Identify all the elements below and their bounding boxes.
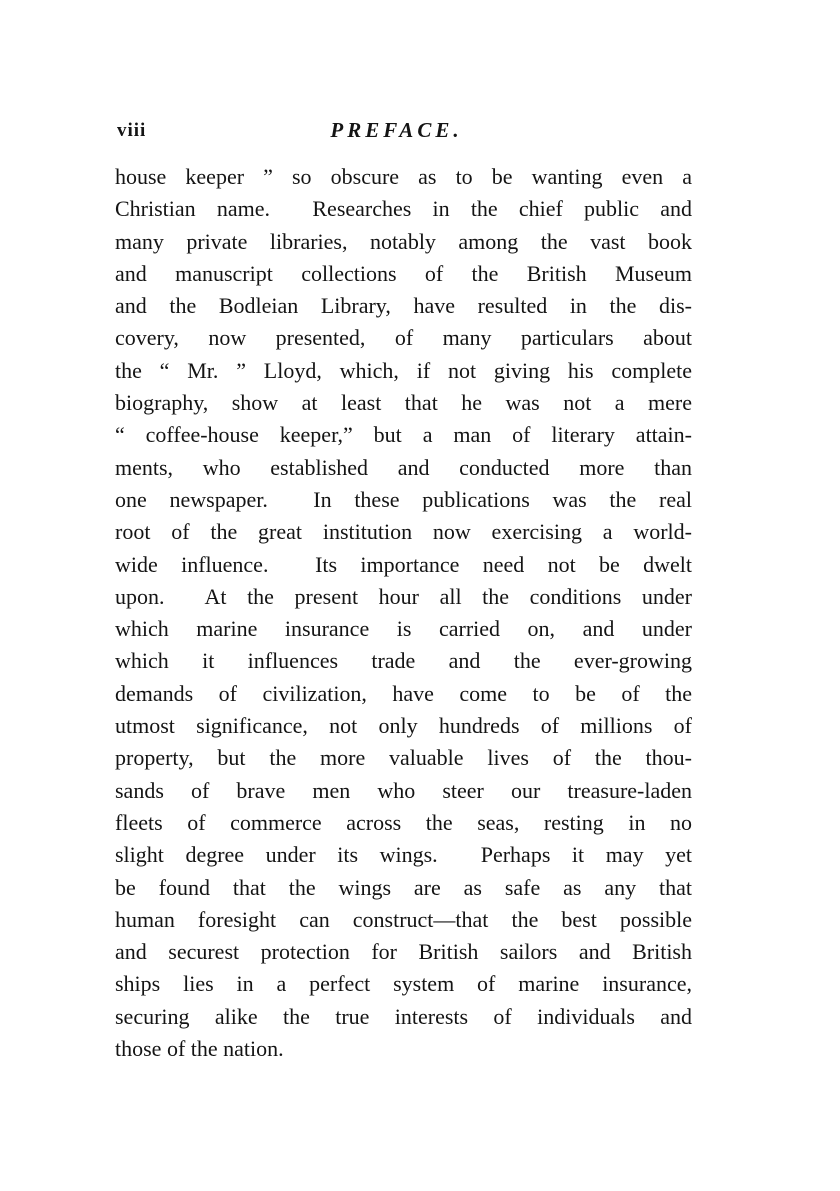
text-line: slight degree under its wings. Perhaps it may yet	[115, 842, 692, 868]
text-line: wide influence. Its importance need not be dwelt	[115, 551, 692, 577]
page-number: viii	[117, 120, 147, 141]
text-line: and securest protection for British sailors and British	[115, 939, 692, 965]
text-line: and the Bodleian Library, have resulted in the dis-	[115, 293, 692, 319]
page-title: PREFACE.	[330, 118, 463, 142]
text-line: Christian name. Researches in the chief public and	[115, 196, 692, 222]
text-line: root of the great institution now exercising a world-	[115, 519, 692, 545]
text-line: ments, who established and conducted more than	[115, 454, 692, 480]
text-line: many private libraries, notably among the vast book	[115, 228, 692, 254]
text-line: those of the nation.	[115, 1036, 284, 1062]
text-line: human foresight can construct—that the best possible	[115, 906, 692, 932]
text-line: ships lies in a perfect system of marine insurance,	[115, 971, 692, 997]
text-line: property, but the more valuable lives of the thou-	[115, 745, 692, 771]
text-line: “ coffee-house keeper,” but a man of literary attain-	[115, 422, 692, 448]
text-line: demands of civilization, have come to be of the	[115, 680, 692, 706]
page-header	[115, 118, 692, 146]
text-line: which marine insurance is carried on, and under	[115, 616, 692, 642]
text-line: which it influences trade and the ever-growing	[115, 648, 692, 674]
body-text	[115, 161, 692, 1065]
text-line: and manuscript collections of the British Museum	[115, 260, 692, 286]
text-line: biography, show at least that he was not a mere	[115, 390, 692, 416]
text-line: one newspaper. In these publications was the real	[115, 486, 692, 512]
text-line: sands of brave men who steer our treasure-laden	[115, 777, 692, 803]
text-line: covery, now presented, of many particulars about	[115, 325, 692, 351]
text-line: fleets of commerce across the seas, resting in no	[115, 809, 692, 835]
text-line: house keeper ” so obscure as to be wanting even a	[115, 164, 692, 189]
text-line: utmost significance, not only hundreds of millions of	[115, 713, 692, 739]
text-line: be found that the wings are as safe as any that	[115, 874, 692, 900]
text-line: upon. At the present hour all the conditions under	[115, 583, 692, 609]
text-line: securing alike the true interests of individuals and	[115, 1003, 692, 1029]
text-line: the “ Mr. ” Lloyd, which, if not giving his complete	[115, 357, 692, 383]
